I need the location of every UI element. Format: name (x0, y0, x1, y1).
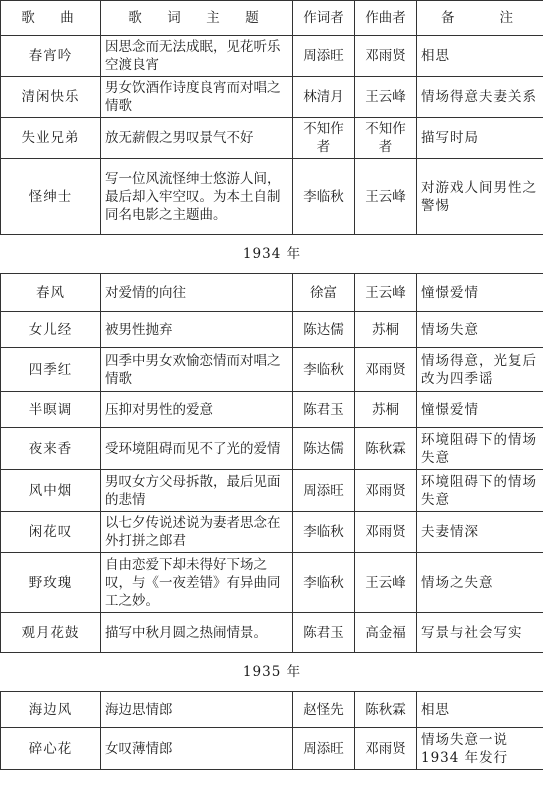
theme-cell: 描写中秋月圆之热闹情景。 (101, 613, 293, 653)
note-cell: 对游戏人间男性之警惕 (417, 159, 543, 235)
song-cell: 夜来香 (1, 428, 101, 470)
composer-cell: 不知作者 (355, 118, 417, 159)
theme-cell: 受环境阻碍而见不了光的爱情 (101, 428, 293, 470)
theme-cell: 自由恋爱下却未得好下场之叹，与《一夜差错》有异曲同工之妙。 (101, 553, 293, 613)
note-cell: 情场得意，光复后改为四季谣 (417, 348, 543, 392)
lyricist-cell: 李临秋 (293, 553, 355, 613)
composer-cell: 王云峰 (355, 159, 417, 235)
note-cell: 描写时局 (417, 118, 543, 159)
song-cell: 清闲快乐 (1, 77, 101, 118)
song-cell: 风中烟 (1, 470, 101, 512)
composer-cell: 苏桐 (355, 312, 417, 348)
theme-cell: 因思念而无法成眠，见花听乐空渡良宵 (101, 36, 293, 77)
table-row (1, 613, 543, 653)
note-cell: 相思 (417, 36, 543, 77)
table-row (1, 728, 543, 770)
note-cell: 情场之失意 (417, 553, 543, 613)
theme-cell: 被男性抛弃 (101, 312, 293, 348)
composer-cell: 王云峰 (355, 274, 417, 312)
note-cell: 情场失意一说 1934 年发行 (417, 728, 543, 770)
header-theme: 歌 词 主 题 (101, 1, 293, 36)
theme-cell: 海边思情郎 (101, 692, 293, 728)
note-cell: 相思 (417, 692, 543, 728)
lyricist-cell: 陈君玉 (293, 613, 355, 653)
song-cell: 半暝调 (1, 392, 101, 428)
lyricist-cell: 林清月 (293, 77, 355, 118)
theme-cell: 女叹薄情郎 (101, 728, 293, 770)
song-cell: 春宵吟 (1, 36, 101, 77)
song-cell: 怪绅士 (1, 159, 101, 235)
theme-cell: 男叹女方父母拆散，最后见面的悲情 (101, 470, 293, 512)
composer-cell: 邓雨贤 (355, 512, 417, 553)
header-row (1, 1, 543, 36)
table-row (1, 428, 543, 470)
song-cell: 闲花叹 (1, 512, 101, 553)
note-cell: 夫妻情深 (417, 512, 543, 553)
table-row (1, 512, 543, 553)
header-song: 歌 曲 (1, 1, 101, 36)
year-label: 1934 年 (1, 235, 543, 274)
composer-cell: 邓雨贤 (355, 36, 417, 77)
lyricist-cell: 赵怪先 (293, 692, 355, 728)
lyricist-cell: 李临秋 (293, 512, 355, 553)
table-row (1, 159, 543, 235)
composer-cell: 王云峰 (355, 77, 417, 118)
lyricist-cell: 周添旺 (293, 470, 355, 512)
note-cell: 情场失意 (417, 312, 543, 348)
song-cell: 碎心花 (1, 728, 101, 770)
table-row (1, 392, 543, 428)
lyricist-cell: 不知作者 (293, 118, 355, 159)
song-cell: 女儿经 (1, 312, 101, 348)
table-row (1, 348, 543, 392)
lyricist-cell: 李临秋 (293, 348, 355, 392)
header-composer: 作曲者 (355, 1, 417, 36)
song-cell: 观月花鼓 (1, 613, 101, 653)
lyricist-cell: 周添旺 (293, 728, 355, 770)
note-cell: 憧憬爱情 (417, 392, 543, 428)
song-cell: 失业兄弟 (1, 118, 101, 159)
composer-cell: 邓雨贤 (355, 348, 417, 392)
year-divider-row (1, 653, 543, 692)
lyricist-cell: 陈达儒 (293, 428, 355, 470)
table-row (1, 692, 543, 728)
note-cell: 写景与社会写实 (417, 613, 543, 653)
lyricist-cell: 陈达儒 (293, 312, 355, 348)
composer-cell: 陈秋霖 (355, 428, 417, 470)
composer-cell: 陈秋霖 (355, 692, 417, 728)
composer-cell: 高金福 (355, 613, 417, 653)
composer-cell: 邓雨贤 (355, 728, 417, 770)
theme-cell: 写一位风流怪绅士悠游人间，最后却入牢空叹。为本土自制同名电影之主题曲。 (101, 159, 293, 235)
theme-cell: 对爱情的向往 (101, 274, 293, 312)
composer-cell: 王云峰 (355, 553, 417, 613)
year-divider-row (1, 235, 543, 274)
theme-cell: 男女饮酒作诗度良宵而对唱之情歌 (101, 77, 293, 118)
table-row (1, 118, 543, 159)
song-cell: 海边风 (1, 692, 101, 728)
table-row (1, 553, 543, 613)
composer-cell: 邓雨贤 (355, 470, 417, 512)
note-cell: 环境阻碍下的情场失意 (417, 428, 543, 470)
lyricist-cell: 李临秋 (293, 159, 355, 235)
lyricist-cell: 陈君玉 (293, 392, 355, 428)
note-cell: 环境阻碍下的情场失意 (417, 470, 543, 512)
theme-cell: 放无薪假之男叹景气不好 (101, 118, 293, 159)
table-row (1, 274, 543, 312)
table-row (1, 312, 543, 348)
header-lyricist: 作词者 (293, 1, 355, 36)
note-cell: 情场得意夫妻关系 (417, 77, 543, 118)
theme-cell: 四季中男女欢愉恋情而对唱之情歌 (101, 348, 293, 392)
header-note: 备 注 (417, 1, 543, 36)
table-row (1, 36, 543, 77)
song-cell: 野玫瑰 (1, 553, 101, 613)
song-cell: 四季红 (1, 348, 101, 392)
note-cell: 憧憬爱情 (417, 274, 543, 312)
lyricist-cell: 周添旺 (293, 36, 355, 77)
theme-cell: 压抑对男性的爱意 (101, 392, 293, 428)
theme-cell: 以七夕传说述说为妻者思念在外打拼之郎君 (101, 512, 293, 553)
composer-cell: 苏桐 (355, 392, 417, 428)
table-row (1, 77, 543, 118)
year-label: 1935 年 (1, 653, 543, 692)
table-row (1, 470, 543, 512)
lyricist-cell: 徐富 (293, 274, 355, 312)
song-cell: 春风 (1, 274, 101, 312)
